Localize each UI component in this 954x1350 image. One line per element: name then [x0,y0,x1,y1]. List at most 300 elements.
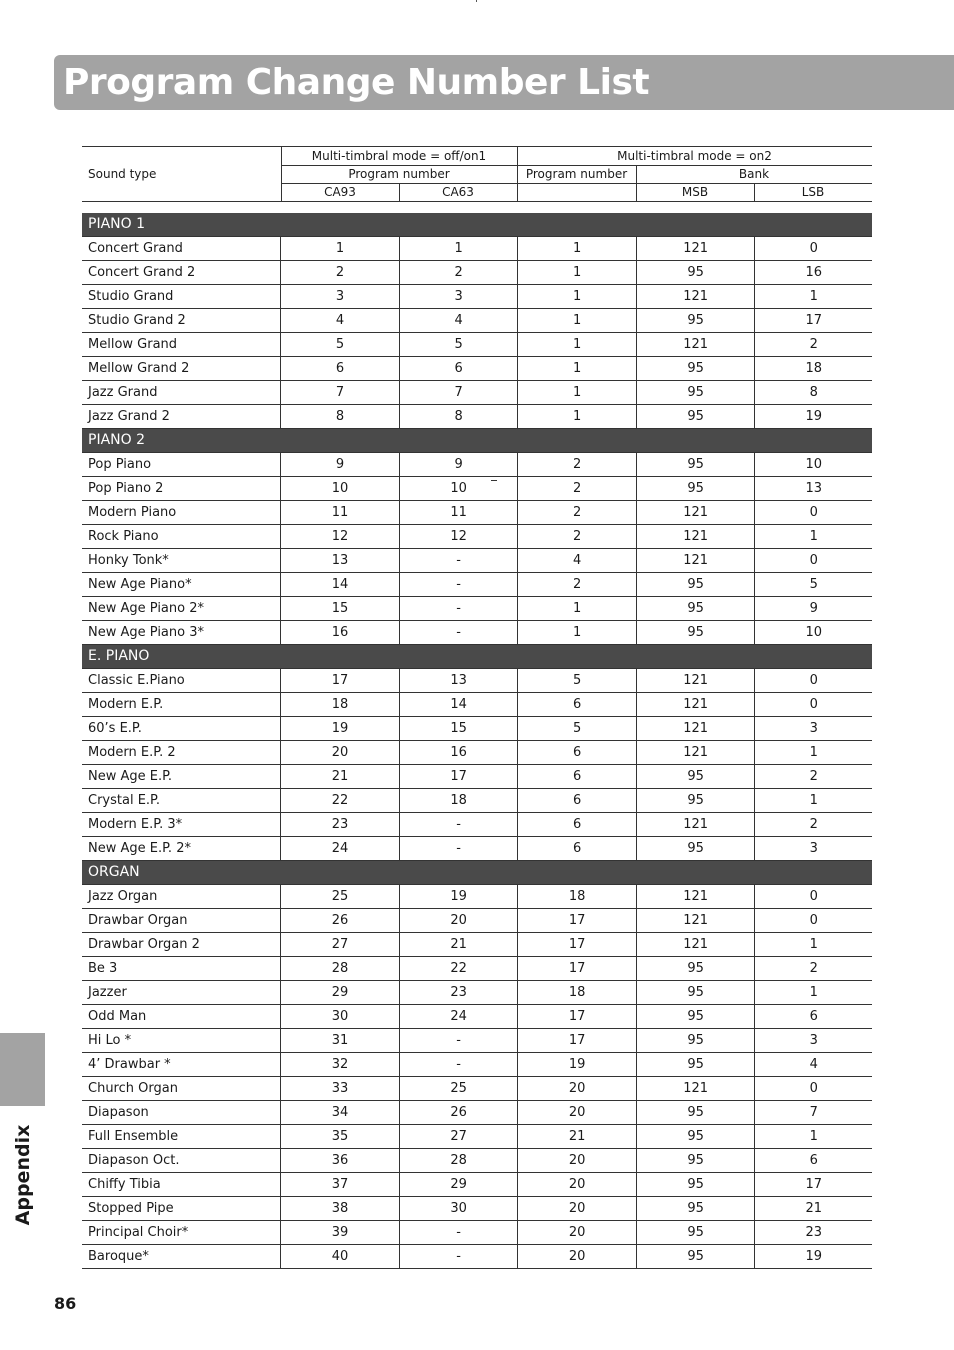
on2-program-cell: 6 [517,813,636,836]
ca93-program-cell: 39 [280,1221,399,1244]
ca93-program-cell: 33 [280,1077,399,1100]
sound-name-cell: Studio Grand 2 [88,313,186,328]
header-group-off-on1: Multi-timbral mode = off/on1 [311,149,487,163]
category-header: PIANO 2 [82,429,872,453]
sound-name-cell: Hi Lo * [88,1033,132,1048]
bank-msb-cell: 121 [636,333,755,356]
bank-msb-cell: 121 [636,693,755,716]
ca93-program-cell: 32 [280,1053,399,1076]
ca93-program-cell: 16 [280,621,399,644]
sound-name-cell: Principal Choir* [88,1225,189,1240]
bank-lsb-cell: 1 [754,525,872,548]
sound-name-cell: Jazz Grand 2 [88,409,170,424]
title-banner [54,55,954,110]
category-header: E. PIANO [82,645,872,669]
ca63-program-cell: - [399,1029,518,1052]
bank-msb-cell: 121 [636,933,755,956]
ca93-program-cell: 7 [280,381,399,404]
ca93-program-cell: 37 [280,1173,399,1196]
ca63-program-cell: 16 [399,741,518,764]
bank-msb-cell: 121 [636,909,755,932]
sound-name-cell: Pop Piano [88,457,152,472]
table-row [82,981,872,1005]
on2-program-cell: 18 [517,981,636,1004]
ca63-program-cell: 23 [399,981,518,1004]
ca63-program-cell: - [399,813,518,836]
bank-msb-cell: 95 [636,1125,755,1148]
on2-program-cell: 2 [517,501,636,524]
ca93-program-cell: 13 [280,549,399,572]
ca93-program-cell: 18 [280,693,399,716]
ca63-program-cell: - [399,837,518,860]
ca63-program-cell: 12 [399,525,518,548]
on2-program-cell: 17 [517,933,636,956]
bank-lsb-cell: 0 [754,885,872,908]
bank-msb-cell: 95 [636,837,755,860]
table-row [82,501,872,525]
bank-lsb-cell: 0 [754,501,872,524]
ca63-program-cell: - [399,597,518,620]
bank-msb-cell: 121 [636,549,755,572]
category-header: PIANO 1 [82,213,872,237]
header-sound-type: Sound type [88,167,157,181]
ca63-program-cell: 22 [399,957,518,980]
table-row [82,693,872,717]
ca93-program-cell: 34 [280,1101,399,1124]
sound-name-cell: 60’s E.P. [88,721,142,736]
bank-lsb-cell: 5 [754,573,872,596]
sound-name-cell: Studio Grand [88,289,174,304]
table-row [82,885,872,909]
on2-program-cell: 2 [517,573,636,596]
ca63-program-cell: 17 [399,765,518,788]
bank-msb-cell: 121 [636,717,755,740]
ca63-program-cell: - [399,573,518,596]
on2-program-cell: 4 [517,549,636,572]
ca63-program-cell: 1 [399,237,518,260]
ca93-program-cell: 25 [280,885,399,908]
ca93-program-cell: 3 [280,285,399,308]
ca63-program-cell: 20 [399,909,518,932]
sound-name-cell: Modern E.P. [88,697,164,712]
bank-lsb-cell: 0 [754,237,872,260]
header-lsb: LSB [801,185,825,199]
bank-msb-cell: 95 [636,573,755,596]
bank-msb-cell: 121 [636,237,755,260]
bank-msb-cell: 95 [636,957,755,980]
ca93-program-cell: 20 [280,741,399,764]
header-group-on2: Multi-timbral mode = on2 [617,149,772,163]
ca93-program-cell: 40 [280,1245,399,1268]
bank-msb-cell: 95 [636,1173,755,1196]
bank-lsb-cell: 2 [754,957,872,980]
ca93-program-cell: 4 [280,309,399,332]
table-header [82,146,872,202]
ca93-program-cell: 29 [280,981,399,1004]
bank-lsb-cell: 1 [754,789,872,812]
bank-msb-cell: 95 [636,261,755,284]
on2-program-cell: 17 [517,1005,636,1028]
ca63-program-cell: 6 [399,357,518,380]
on2-program-cell: 18 [517,885,636,908]
on2-program-cell: 2 [517,453,636,476]
bank-msb-cell: 95 [636,381,755,404]
ca63-program-cell: 25 [399,1077,518,1100]
sound-name-cell: Drawbar Organ [88,913,188,928]
ca63-program-cell: 2 [399,261,518,284]
sound-name-cell: Pop Piano 2 [88,481,164,496]
bank-msb-cell: 95 [636,1245,755,1268]
ca93-program-cell: 8 [280,405,399,428]
on2-program-cell: 21 [517,1125,636,1148]
side-tab [0,1033,45,1106]
on2-program-cell: 20 [517,1077,636,1100]
section-label-appendix: Appendix [12,1124,34,1226]
category-header: ORGAN [82,861,872,885]
table-row [82,333,872,357]
bank-lsb-cell: 3 [754,1029,872,1052]
ca93-program-cell: 15 [280,597,399,620]
sound-name-cell: Mellow Grand 2 [88,361,190,376]
header-ca63: CA63 [442,185,474,199]
bank-lsb-cell: 0 [754,909,872,932]
sound-name-cell: Classic E.Piano [88,673,185,688]
on2-program-cell: 6 [517,765,636,788]
table-row [82,381,872,405]
bank-lsb-cell: 21 [754,1197,872,1220]
ca93-program-cell: 9 [280,453,399,476]
page-number: 86 [54,1294,77,1313]
sound-name-cell: Jazz Organ [88,889,158,904]
bank-msb-cell: 95 [636,1005,755,1028]
bank-msb-cell: 121 [636,525,755,548]
ca63-program-cell: 29 [399,1173,518,1196]
table-row [82,1029,872,1053]
ca63-program-cell: 19 [399,885,518,908]
on2-program-cell: 1 [517,285,636,308]
ca63-program-cell: 11 [399,501,518,524]
sound-name-cell: New Age Piano 3* [88,625,204,640]
bank-msb-cell: 95 [636,789,755,812]
bank-lsb-cell: 8 [754,381,872,404]
sound-name-cell: Crystal E.P. [88,793,160,808]
bank-lsb-cell: 2 [754,333,872,356]
bank-msb-cell: 121 [636,285,755,308]
on2-program-cell: 1 [517,621,636,644]
bank-lsb-cell: 1 [754,933,872,956]
bank-lsb-cell: 4 [754,1053,872,1076]
sound-name-cell: New Age E.P. [88,769,173,784]
table-row [82,357,872,381]
table-row [82,765,872,789]
ca93-program-cell: 36 [280,1149,399,1172]
bank-lsb-cell: 1 [754,981,872,1004]
ca93-program-cell: 35 [280,1125,399,1148]
ca63-program-cell: 13 [399,669,518,692]
on2-program-cell: 20 [517,1245,636,1268]
table-row [82,549,872,573]
sound-name-cell: Chiffy Tibia [88,1177,161,1192]
bank-lsb-cell: 3 [754,717,872,740]
ca93-program-cell: 14 [280,573,399,596]
table-row [82,957,872,981]
bank-msb-cell: 95 [636,1029,755,1052]
bank-msb-cell: 95 [636,1197,755,1220]
bank-lsb-cell: 6 [754,1149,872,1172]
sound-name-cell: Mellow Grand [88,337,178,352]
bank-msb-cell: 121 [636,669,755,692]
ca93-program-cell: 19 [280,717,399,740]
ca93-program-cell: 38 [280,1197,399,1220]
ca63-program-cell: 14 [399,693,518,716]
ca63-program-cell: 3 [399,285,518,308]
sound-name-cell: Modern Piano [88,505,177,520]
on2-program-cell: 6 [517,837,636,860]
ca63-program-cell: 5 [399,333,518,356]
ca93-program-cell: 2 [280,261,399,284]
bank-lsb-cell: 0 [754,549,872,572]
bank-msb-cell: 95 [636,477,755,500]
table-row [82,621,872,645]
sound-name-cell: Rock Piano [88,529,159,544]
ca93-program-cell: 6 [280,357,399,380]
table-row [82,813,872,837]
sound-name-cell: Concert Grand 2 [88,265,196,280]
table-row [82,933,872,957]
table-row [82,525,872,549]
sound-name-cell: Be 3 [88,961,118,976]
bank-msb-cell: 95 [636,405,755,428]
on2-program-cell: 2 [517,477,636,500]
bank-msb-cell: 95 [636,357,755,380]
bank-msb-cell: 95 [636,1053,755,1076]
table-row [82,741,872,765]
ca63-program-cell: - [399,1221,518,1244]
ca93-program-cell: 10 [280,477,399,500]
on2-program-cell: 1 [517,597,636,620]
bank-msb-cell: 121 [636,1077,755,1100]
on2-program-cell: 6 [517,741,636,764]
stray-dash [491,480,497,481]
ca93-program-cell: 21 [280,765,399,788]
bank-msb-cell: 95 [636,597,755,620]
sound-name-cell: Church Organ [88,1081,178,1096]
ca63-program-cell: 4 [399,309,518,332]
on2-program-cell: 20 [517,1149,636,1172]
ca63-program-cell: 24 [399,1005,518,1028]
bank-msb-cell: 95 [636,1221,755,1244]
table-row [82,261,872,285]
sound-name-cell: Stopped Pipe [88,1201,174,1216]
bank-lsb-cell: 1 [754,741,872,764]
ca93-program-cell: 5 [280,333,399,356]
sound-name-cell: New Age E.P. 2* [88,841,191,856]
table-row [82,669,872,693]
bank-lsb-cell: 9 [754,597,872,620]
ca63-program-cell: 27 [399,1125,518,1148]
table-row [82,1101,872,1125]
on2-program-cell: 1 [517,261,636,284]
on2-program-cell: 17 [517,957,636,980]
bank-lsb-cell: 10 [754,453,872,476]
table-row [82,285,872,309]
header-ca93: CA93 [324,185,356,199]
table-row [82,1197,872,1221]
ca63-program-cell: 28 [399,1149,518,1172]
sound-name-cell: 4’ Drawbar * [88,1057,171,1072]
ca93-program-cell: 26 [280,909,399,932]
bank-lsb-cell: 19 [754,405,872,428]
bank-lsb-cell: 1 [754,285,872,308]
bank-msb-cell: 121 [636,501,755,524]
on2-program-cell: 6 [517,789,636,812]
bank-msb-cell: 95 [636,765,755,788]
on2-program-cell: 20 [517,1221,636,1244]
table-row [82,405,872,429]
ca93-program-cell: 1 [280,237,399,260]
header-program-number-1: Program number [348,167,450,181]
on2-program-cell: 1 [517,405,636,428]
on2-program-cell: 1 [517,381,636,404]
sound-name-cell: Baroque* [88,1249,149,1264]
ca93-program-cell: 31 [280,1029,399,1052]
ca93-program-cell: 12 [280,525,399,548]
sound-name-cell: Honky Tonk* [88,553,169,568]
on2-program-cell: 5 [517,717,636,740]
ca93-program-cell: 27 [280,933,399,956]
bank-lsb-cell: 6 [754,1005,872,1028]
ca63-program-cell: 8 [399,405,518,428]
on2-program-cell: 1 [517,333,636,356]
sound-name-cell: Odd Man [88,1009,147,1024]
ca93-program-cell: 22 [280,789,399,812]
bank-msb-cell: 95 [636,453,755,476]
table-row [82,717,872,741]
table-row [82,573,872,597]
on2-program-cell: 20 [517,1197,636,1220]
bank-lsb-cell: 19 [754,1245,872,1268]
table-row [82,237,872,261]
bank-lsb-cell: 17 [754,309,872,332]
ca63-program-cell: - [399,1245,518,1268]
bank-lsb-cell: 0 [754,669,872,692]
on2-program-cell: 2 [517,525,636,548]
sound-name-cell: New Age Piano* [88,577,192,592]
on2-program-cell: 20 [517,1101,636,1124]
table-row [82,1245,872,1269]
table-row [82,477,872,501]
bank-lsb-cell: 10 [754,621,872,644]
table-row [82,1125,872,1149]
sound-name-cell: Jazz Grand [88,385,158,400]
bank-msb-cell: 95 [636,309,755,332]
sound-name-cell: New Age Piano 2* [88,601,204,616]
on2-program-cell: 20 [517,1173,636,1196]
bank-msb-cell: 95 [636,981,755,1004]
bank-lsb-cell: 0 [754,693,872,716]
ca63-program-cell: - [399,621,518,644]
program-change-table [82,213,872,1269]
table-row [82,453,872,477]
page-title: Program Change Number List [63,62,650,103]
table-row [82,1077,872,1101]
ca93-program-cell: 23 [280,813,399,836]
header-bank: Bank [738,167,770,181]
on2-program-cell: 6 [517,693,636,716]
sound-name-cell: Diapason Oct. [88,1153,180,1168]
bank-lsb-cell: 1 [754,1125,872,1148]
ca93-program-cell: 28 [280,957,399,980]
bank-lsb-cell: 18 [754,357,872,380]
ca93-program-cell: 30 [280,1005,399,1028]
sound-name-cell: Concert Grand [88,241,183,256]
ca63-program-cell: 7 [399,381,518,404]
table-row [82,1053,872,1077]
on2-program-cell: 5 [517,669,636,692]
bank-lsb-cell: 2 [754,813,872,836]
ca63-program-cell: 21 [399,933,518,956]
table-row [82,909,872,933]
table-row [82,309,872,333]
sound-name-cell: Modern E.P. 3* [88,817,183,832]
table-row [82,1173,872,1197]
ca63-program-cell: - [399,1053,518,1076]
table-row [82,1149,872,1173]
bank-msb-cell: 95 [636,1149,755,1172]
page-top-tick [476,0,477,2]
table-row [82,1221,872,1245]
header-program-number-2: Program number [525,167,628,181]
ca93-program-cell: 17 [280,669,399,692]
table-row [82,789,872,813]
ca63-program-cell: 26 [399,1101,518,1124]
bank-msb-cell: 121 [636,885,755,908]
ca63-program-cell: 10 [399,477,518,500]
ca63-program-cell: 9 [399,453,518,476]
table-row [82,597,872,621]
bank-lsb-cell: 2 [754,765,872,788]
ca63-program-cell: - [399,549,518,572]
bank-lsb-cell: 23 [754,1221,872,1244]
on2-program-cell: 17 [517,1029,636,1052]
ca93-program-cell: 24 [280,837,399,860]
on2-program-cell: 19 [517,1053,636,1076]
bank-lsb-cell: 17 [754,1173,872,1196]
on2-program-cell: 1 [517,237,636,260]
bank-msb-cell: 95 [636,1101,755,1124]
sound-name-cell: Full Ensemble [88,1129,179,1144]
bank-lsb-cell: 0 [754,1077,872,1100]
bank-lsb-cell: 16 [754,261,872,284]
bank-msb-cell: 121 [636,813,755,836]
bank-msb-cell: 95 [636,621,755,644]
bank-lsb-cell: 13 [754,477,872,500]
sound-name-cell: Diapason [88,1105,149,1120]
ca63-program-cell: 15 [399,717,518,740]
sound-name-cell: Jazzer [88,985,127,1000]
bank-lsb-cell: 3 [754,837,872,860]
bank-msb-cell: 121 [636,741,755,764]
sound-name-cell: Modern E.P. 2 [88,745,176,760]
table-row [82,837,872,861]
ca93-program-cell: 11 [280,501,399,524]
table-row [82,1005,872,1029]
sound-name-cell: Drawbar Organ 2 [88,937,200,952]
on2-program-cell: 1 [517,309,636,332]
ca63-program-cell: 30 [399,1197,518,1220]
bank-lsb-cell: 7 [754,1101,872,1124]
on2-program-cell: 1 [517,357,636,380]
